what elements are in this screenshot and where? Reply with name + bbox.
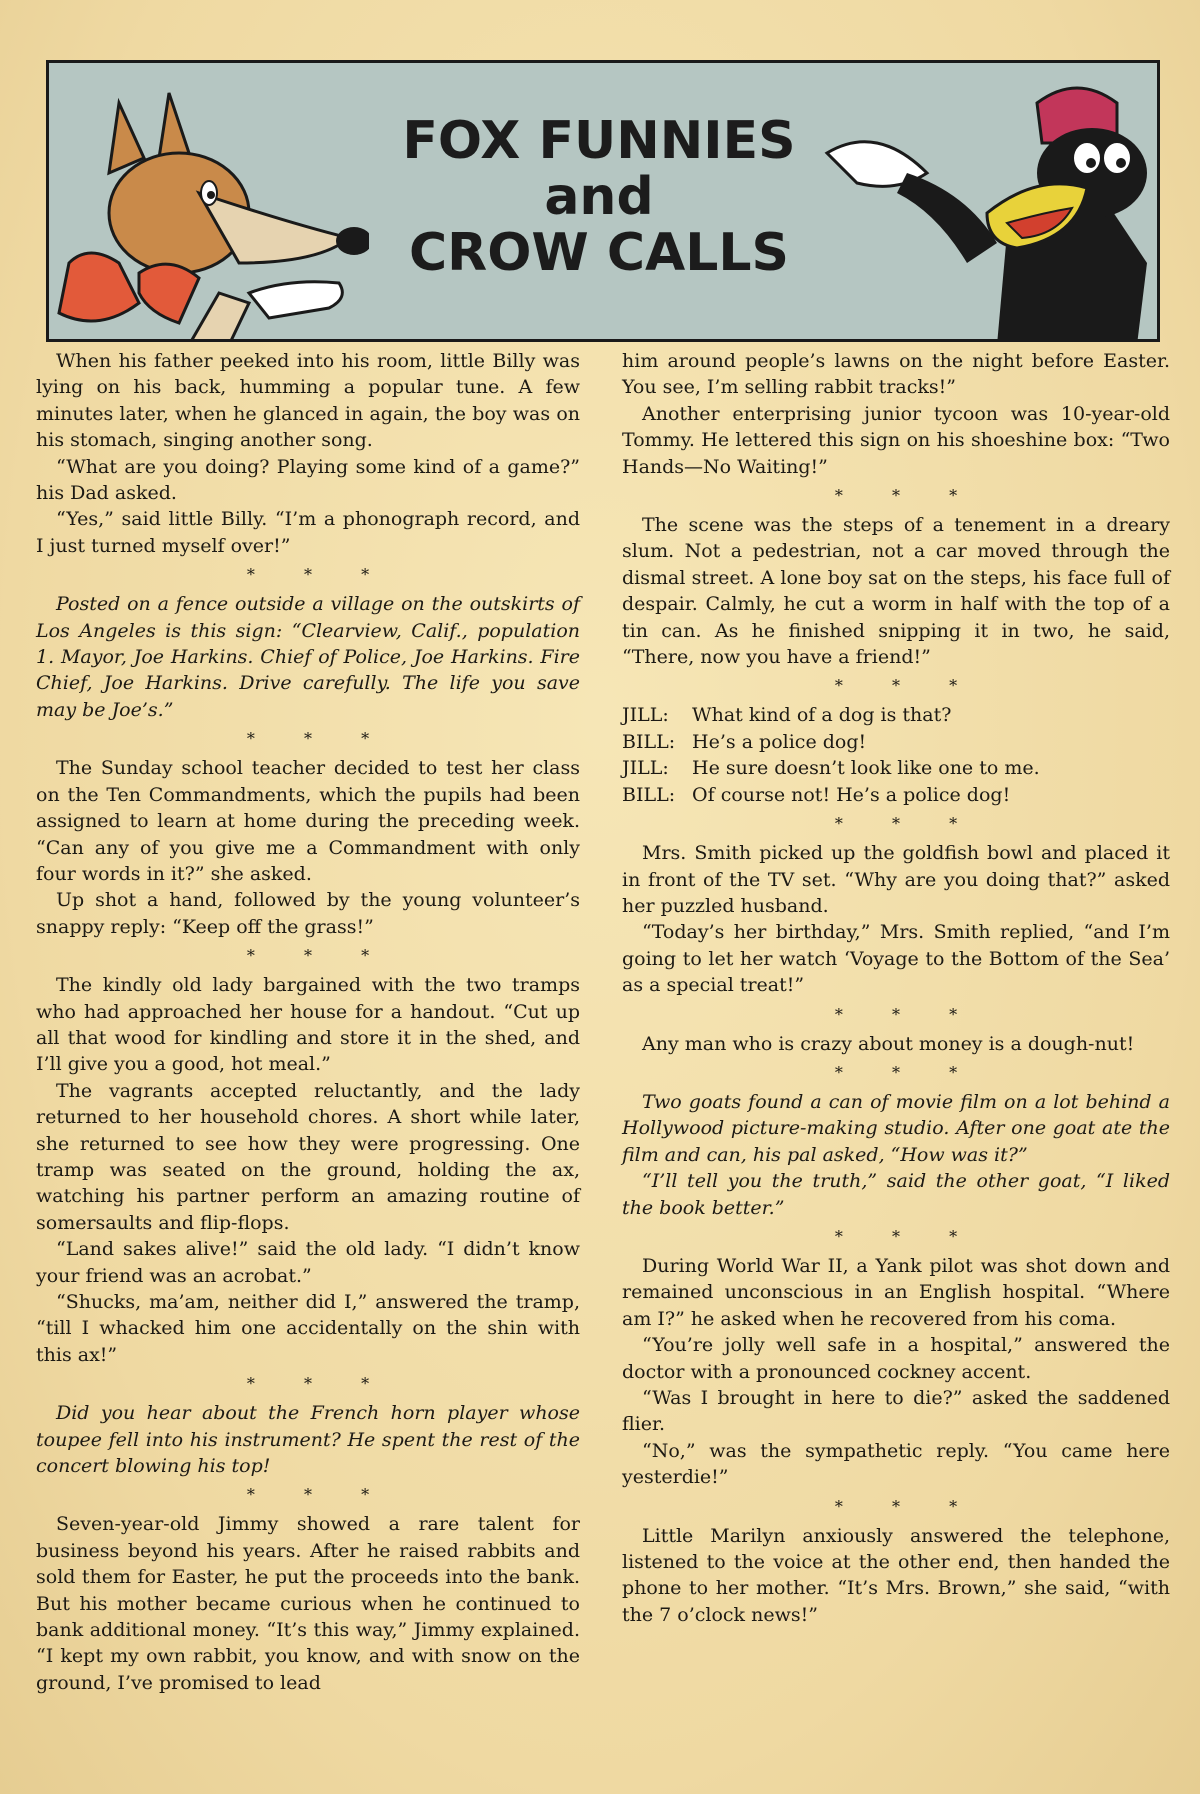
separator-stars: * * *: [246, 1485, 392, 1505]
banner-title-line2: and: [544, 167, 654, 227]
dialog-speaker: JILL:: [622, 704, 669, 727]
joke-paragraph: When his father peeked into his room, little Billy was lying on his back, humming a popular tune. A few minutes later, when he glanced in again, the boy was on his stomach, singing another song.: [36, 350, 580, 452]
fox-character-icon: [49, 63, 369, 342]
separator-stars: * * *: [834, 1062, 980, 1082]
banner-title-line1: FOX FUNNIES: [402, 111, 796, 171]
dialog-block: [622, 702, 1170, 808]
separator-stars: * * *: [834, 1496, 980, 1516]
joke-paragraph: “Yes,” said little Billy. “I’m a phonograph record, and I just turned myself over!”: [36, 508, 580, 557]
left-column: [36, 348, 580, 1696]
title-banner: [46, 60, 1160, 342]
dialog-text: He’s a police dog!: [692, 730, 867, 753]
joke-paragraph: Did you hear about the French horn player whose toupee fell into his instrument? He spent the rest of the concert blowing his top!: [36, 1402, 580, 1478]
joke-paragraph: The scene was the steps of a tenement in a dreary slum. Not a pedestrian, not a car moved through the dismal street. A lone boy sat on the steps, his face full of despair. Calmly, he cut a worm in half with the top of a tin can. As he finished snipping it in two, he said, “There, now you have a friend!”: [622, 514, 1170, 669]
joke-paragraph: “You’re jolly well safe in a hospital,” answered the doctor with a pronounced cockney accent.: [622, 1334, 1170, 1383]
joke-paragraph: “Shucks, ma’am, neither did I,” answered the tramp, “till I whacked him one accidentally on the shin with this ax!”: [36, 1291, 580, 1366]
dialog-line: [622, 729, 1170, 755]
banner-title: [379, 113, 819, 281]
joke-paragraph: “Was I brought in here to die?” asked the saddened flier.: [622, 1387, 1170, 1436]
dialog-text: What kind of a dog is that?: [692, 704, 952, 727]
separator-stars: * * *: [834, 1004, 980, 1024]
dialog-line: [622, 755, 1170, 781]
joke-paragraph: Mrs. Smith picked up the goldfish bowl and placed it in front of the TV set. “Why are you doing that?” asked her puzzled husband.: [622, 842, 1170, 917]
banner-title-line3: CROW CALLS: [409, 223, 789, 283]
dialog-text: He sure doesn’t look like one to me.: [692, 757, 1040, 780]
joke-paragraph: The vagrants accepted reluctantly, and the lady returned to her household chores. A short while later, she returned to see how they were progressing. One tramp was seated on the ground, holding the ax, watching his partner perform an amazing routine of somersaults and flip-flops.: [36, 1079, 580, 1234]
joke-paragraph: “What are you doing? Playing some kind of a game?” his Dad asked.: [36, 455, 580, 505]
joke-paragraph: Any man who is crazy about money is a dough-nut!: [642, 1032, 1135, 1055]
joke-paragraph: Little Marilyn anxiously answered the telephone, listened to the voice at the other end, then handed the phone to her mother. “It’s Mrs. Brown,” she said, “with the 7 o’clock news!”: [622, 1524, 1170, 1626]
separator-stars: * * *: [834, 1226, 980, 1246]
dialog-text: Of course not! He’s a police dog!: [692, 783, 1011, 806]
joke-paragraph: him around people’s lawns on the night before Easter. You see, I’m selling rabbit tracks!”: [622, 350, 1170, 399]
dialog-speaker: BILL:: [622, 783, 676, 806]
joke-paragraph: “No,” was the sympathetic reply. “You came here yesterdie!”: [622, 1439, 1170, 1489]
joke-paragraph: Posted on a fence outside a village on the outskirts of Los Angeles is this sign: “Clearview, Calif., population 1. Mayor, Joe Harkins. Chief of Police, Joe Harkins. Fire Chief, Joe Harkins. Drive carefully. The life you save may be Joe’s.”: [36, 593, 580, 721]
crow-character-icon: [817, 63, 1157, 342]
separator-stars: * * *: [834, 676, 980, 696]
separator-stars: * * *: [246, 1374, 392, 1394]
dialog-speaker: BILL:: [622, 730, 676, 753]
joke-paragraph: “Land sakes alive!” said the old lady. “I didn’t know your friend was an acrobat.”: [36, 1238, 580, 1287]
separator-stars: * * *: [834, 486, 980, 506]
separator-stars: * * *: [834, 814, 980, 834]
joke-paragraph: The Sunday school teacher decided to test her class on the Ten Commandments, which the pupils had been assigned to learn at home during the preceding week. “Can any of you give me a Commandment with only four words in it?” she asked.: [36, 757, 580, 885]
right-column: [622, 348, 1170, 1628]
dialog-speaker: JILL:: [622, 757, 669, 780]
joke-paragraph: Up shot a hand, followed by the young volunteer’s snappy reply: “Keep off the grass!”: [36, 889, 580, 938]
joke-paragraph: Another enterprising junior tycoon was 10-year-old Tommy. He lettered this sign on his shoeshine box: “Two Hands—No Waiting!”: [622, 402, 1170, 478]
separator-stars: * * *: [246, 946, 392, 966]
joke-paragraph: “Today’s her birthday,” Mrs. Smith replied, “and I’m going to let her watch ‘Voyage to the Bottom of the Sea’ as a special treat!”: [622, 921, 1170, 997]
joke-paragraph: Two goats found a can of movie film on a lot behind a Hollywood picture-making studio. After one goat ate the film and can, his pal asked, “How was it?”: [622, 1090, 1170, 1166]
separator-stars: * * *: [246, 565, 392, 585]
joke-paragraph: The kindly old lady bargained with the two tramps who had approached her house for a handout. “Cut up all that wood for kindling and store it in the shed, and I’ll give you a good, hot meal.”: [36, 974, 580, 1076]
joke-paragraph: During World War II, a Yank pilot was shot down and remained unconscious in an English hospital. “Where am I?” he asked when he recovered from his coma.: [622, 1254, 1170, 1330]
joke-paragraph: “I’ll tell you the truth,” said the other goat, “I liked the book better.”: [622, 1170, 1170, 1219]
separator-stars: * * *: [246, 729, 392, 749]
dialog-line: [622, 782, 1170, 808]
joke-paragraph: Seven-year-old Jimmy showed a rare talent for business beyond his years. After he raised rabbits and sold them for Easter, he put the proceeds into the bank. But his mother became curious when he continued to bank additional money. “It’s this way,” Jimmy explained. “I kept my own rabbit, you know, and with snow on the ground, I’ve promised to lead: [36, 1513, 580, 1694]
dialog-line: [622, 702, 1170, 728]
